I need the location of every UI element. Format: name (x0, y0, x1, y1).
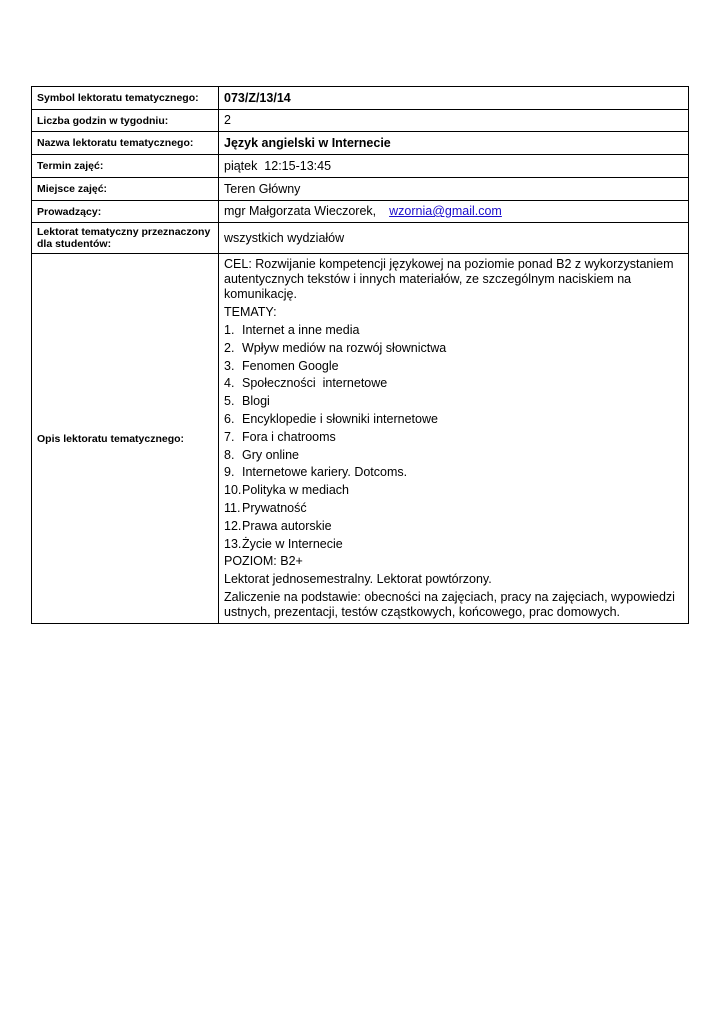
topic-text: Internetowe kariery. Dotcoms. (242, 465, 408, 480)
symbol-value: 073/Z/13/14 (219, 87, 689, 110)
list-item (224, 519, 683, 534)
topic-number: 7. (224, 429, 235, 444)
table-row (32, 254, 689, 624)
table-row (32, 201, 689, 223)
topic-number: 9. (224, 465, 235, 480)
list-item (224, 412, 683, 427)
topic-number: 2. (224, 340, 235, 355)
list-item (224, 341, 683, 356)
topic-number: 6. (224, 411, 235, 426)
schedule-value: piątek 12:15-13:45 (219, 155, 689, 178)
topic-number: 1. (224, 323, 235, 337)
audience-value: wszystkich wydziałów (219, 223, 689, 254)
list-item (224, 359, 683, 374)
list-item (224, 323, 683, 338)
topic-number: 3. (224, 358, 235, 373)
topic-text: Życie w Internecie (242, 536, 343, 551)
instructor-cell (219, 201, 689, 223)
course-info-table (31, 86, 689, 624)
topic-text: Internet a inne media (242, 323, 360, 337)
symbol-label: Symbol lektoratu tematycznego: (32, 87, 219, 110)
list-item (224, 483, 683, 498)
audience-label: Lektorat tematyczny przeznaczony dla studentów: (32, 223, 219, 254)
level-text: POZIOM: B2+ (224, 554, 303, 569)
hours-label: Liczba godzin w tygodniu: (32, 110, 219, 132)
location-label: Miejsce zajęć: (32, 178, 219, 201)
list-item (224, 376, 683, 391)
topic-text: Wpływ mediów na rozwój słownictwa (242, 340, 447, 355)
table-row (32, 178, 689, 201)
table-row (32, 132, 689, 155)
topic-number: 4. (224, 376, 235, 391)
topics-list (224, 323, 683, 552)
topic-number: 8. (224, 447, 235, 462)
list-item (224, 537, 683, 552)
schedule-label: Termin zajęć: (32, 155, 219, 178)
location-value: Teren Główny (219, 178, 689, 201)
topic-text: Prawa autorskie (242, 518, 332, 533)
format-text: Lektorat jednosemestralny. Lektorat powtórzony. (224, 572, 492, 587)
instructor-label: Prowadzący: (32, 201, 219, 223)
topic-number: 13. (224, 536, 242, 551)
description-cell (219, 254, 689, 624)
goal-text: CEL: Rozwijanie kompetencji językowej na poziomie ponad B2 z wykorzystaniem autentycznych tekstów i innych materiałów, ze szczególnym naciskiem na komunikację. (224, 257, 674, 301)
credit-text: Zaliczenie na podstawie: obecności na zajęciach, pracy na zajęciach, wypowiedzi ustnych, prezentacji, testów cząstkowych, końcowego, prac domowych. (224, 590, 675, 620)
list-item (224, 448, 683, 463)
topic-text: Polityka w mediach (242, 483, 349, 498)
topic-number: 12. (224, 518, 242, 533)
hours-value: 2 (219, 110, 689, 132)
topic-text: Blogi (242, 394, 270, 409)
table-row (32, 155, 689, 178)
topic-number: 10. (224, 483, 242, 498)
course-name-value: Język angielski w Internecie (219, 132, 689, 155)
topic-text: Społeczności internetowe (242, 376, 388, 391)
topic-text: Gry online (242, 447, 299, 462)
description-label: Opis lektoratu tematycznego: (32, 254, 219, 624)
table-row (32, 223, 689, 254)
topic-number: 11. (224, 500, 241, 515)
instructor-email-link[interactable]: wzornia@gmail.com (389, 204, 502, 218)
list-item (224, 465, 683, 480)
topic-text: Prywatność (242, 500, 307, 515)
course-name-label: Nazwa lektoratu tematycznego: (32, 132, 219, 155)
list-item (224, 501, 683, 516)
topic-number: 5. (224, 394, 235, 409)
table-row (32, 110, 689, 132)
topic-text: Fora i chatrooms (242, 429, 336, 444)
topic-text: Encyklopedie i słowniki internetowe (242, 411, 438, 426)
list-item (224, 394, 683, 409)
table-row (32, 87, 689, 110)
topic-text: Fenomen Google (242, 358, 339, 373)
topics-heading: TEMATY: (224, 305, 277, 319)
instructor-name: mgr Małgorzata Wieczorek, (224, 204, 377, 218)
list-item (224, 430, 683, 445)
